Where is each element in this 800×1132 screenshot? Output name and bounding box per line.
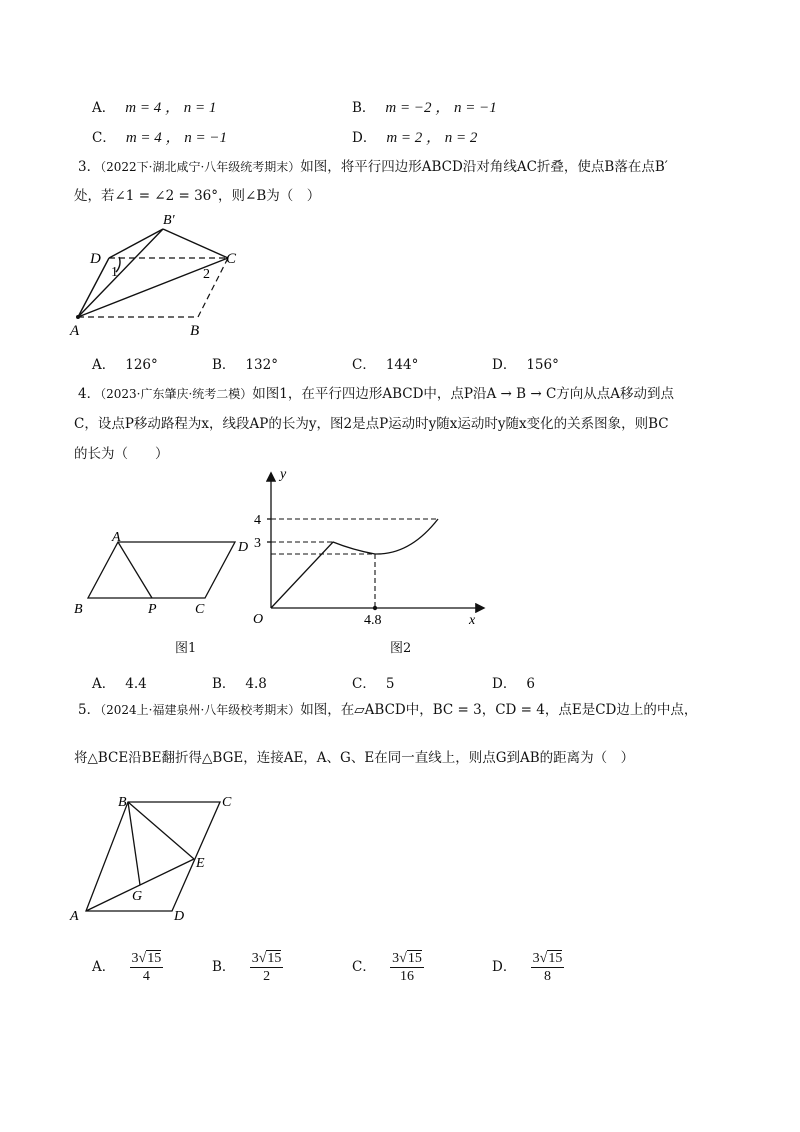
q2-option-a[interactable]: A． m = 4 ， n = 1 [92, 100, 217, 116]
q2-option-b[interactable]: B． m = −2 ， n = −1 [352, 100, 497, 116]
q2-option-d[interactable]: D． m = 2 ， n = 2 [352, 130, 478, 146]
q5-option-b[interactable]: B． $\frac{3√15}{2}$ [212, 951, 282, 984]
q3-option-b[interactable]: B． 132° [212, 357, 278, 373]
q4-fig1-parallelogram [88, 542, 235, 598]
q3-label-d: D [90, 251, 101, 267]
q3-label-a: A [70, 323, 80, 339]
q4-fig1-label-b: B [74, 602, 83, 617]
q4-stem-line3: 的长为（ ） [74, 446, 169, 462]
q3-label-b-prime: B′ [163, 213, 175, 228]
q4-fig2-label-o: O [253, 612, 264, 627]
q4-figure-1-caption: 图1 [175, 641, 197, 656]
q3-label-angle-2: 2 [203, 267, 210, 282]
q5-label-e: E [196, 856, 205, 871]
q3-edge-db-prime [109, 229, 163, 258]
q4-figure-2 [245, 462, 490, 630]
q3-option-d[interactable]: D． 156° [492, 357, 559, 373]
q3-label-angle-1: 1 [111, 265, 118, 280]
q5-option-d[interactable]: D． $\frac{3√15}{8}$ [492, 951, 563, 984]
q5-option-a[interactable]: A． $\frac{3√15}{4}$ [92, 951, 162, 984]
q5-figure [60, 785, 250, 925]
q3-source: （2022下·湖北咸宁·八年级统考期末） [100, 160, 301, 174]
q4-fig2-curve [271, 519, 438, 608]
q4-option-a[interactable]: A． 4.4 [92, 676, 147, 692]
q5-option-a-fraction: $\frac{3√15}{4}$ [131, 951, 162, 984]
q5-label-d: D [174, 909, 185, 924]
q5-segment-bg [128, 802, 140, 885]
q5-source: （2024上·福建泉州·八年级校考期末） [100, 703, 301, 717]
q4-fig2-point-4-8 [373, 606, 377, 610]
q4-option-b[interactable]: B． 4.8 [212, 676, 267, 692]
q5-label-a: A [70, 909, 79, 924]
q5-option-c[interactable]: C． $\frac{3√15}{16}$ [352, 951, 422, 984]
q4-fig2-label-4: 4 [254, 513, 261, 528]
q3-edge-a-b-prime [78, 229, 163, 317]
q4-stem-line2: C，设点P移动路程为x，线段AP的长为y，图2是点P运动时y随x运动时y随x变化的关系图象，则BC [74, 416, 669, 432]
q3-label-c: C [226, 251, 237, 267]
q3-edge-b-prime-c [163, 229, 228, 258]
q3-option-a[interactable]: A． 126° [92, 357, 158, 373]
q4-option-d[interactable]: D． 6 [492, 676, 535, 692]
q5-label-c: C [222, 795, 232, 810]
q5-option-b-fraction: $\frac{3√15}{2}$ [251, 951, 282, 984]
q5-option-d-fraction: $\frac{3√15}{8}$ [532, 951, 563, 984]
q3-point-a [76, 315, 80, 319]
q5-label-b: B [118, 795, 127, 810]
q4-source: （2023·广东肇庆·统考二模） [100, 387, 253, 401]
q4-fig1-segment-ap [118, 542, 152, 598]
q5-segment-be [128, 802, 194, 859]
q4-fig2-label-x: x [469, 613, 476, 628]
q4-fig1-label-p: P [148, 602, 157, 617]
q4-stem-line1: 4．（2023·广东肇庆·统考二模）如图1，在平行四边形ABCD中，点P沿A → B → C方向从点A移动到点 [78, 386, 675, 402]
q3-label-b: B [190, 323, 200, 339]
q4-fig1-label-c: C [195, 602, 205, 617]
q5-option-c-fraction: $\frac{3√15}{16}$ [392, 951, 422, 984]
q5-label-g: G [132, 889, 143, 904]
q3-stem-line1: 3．（2022下·湖北咸宁·八年级统考期末）如图，将平行四边形ABCD沿对角线AC折叠，使点B落在点B′ [78, 159, 668, 175]
q5-stem-line1: 5．（2024上·福建泉州·八年级校考期末）如图，在▱ABCD中，BC = 3，CD = 4，点E是CD边上的中点， [78, 702, 698, 718]
q4-figure-2-caption: 图2 [390, 641, 412, 656]
q3-stem-line2: 处，若∠1 = ∠2 = 36°，则∠B为（ ） [74, 188, 321, 204]
q4-fig2-label-3: 3 [254, 536, 261, 551]
q4-fig1-label-a: A [112, 530, 121, 545]
q4-fig2-label-y: y [280, 467, 287, 482]
q4-fig1-label-d: D [238, 540, 249, 555]
q4-figure-1 [70, 525, 260, 620]
q2-option-c[interactable]: C． m = 4 ， n = −1 [92, 130, 228, 146]
q4-option-c[interactable]: C． 5 [352, 676, 395, 692]
q4-fig2-label-4-8: 4.8 [364, 613, 382, 628]
q5-stem-line2: 将△BCE沿BE翻折得△BGE，连接AE，A、G、E在同一直线上，则点G到AB的距离为（ ） [74, 750, 635, 766]
q3-figure [60, 210, 260, 340]
q3-option-c[interactable]: C． 144° [352, 357, 419, 373]
